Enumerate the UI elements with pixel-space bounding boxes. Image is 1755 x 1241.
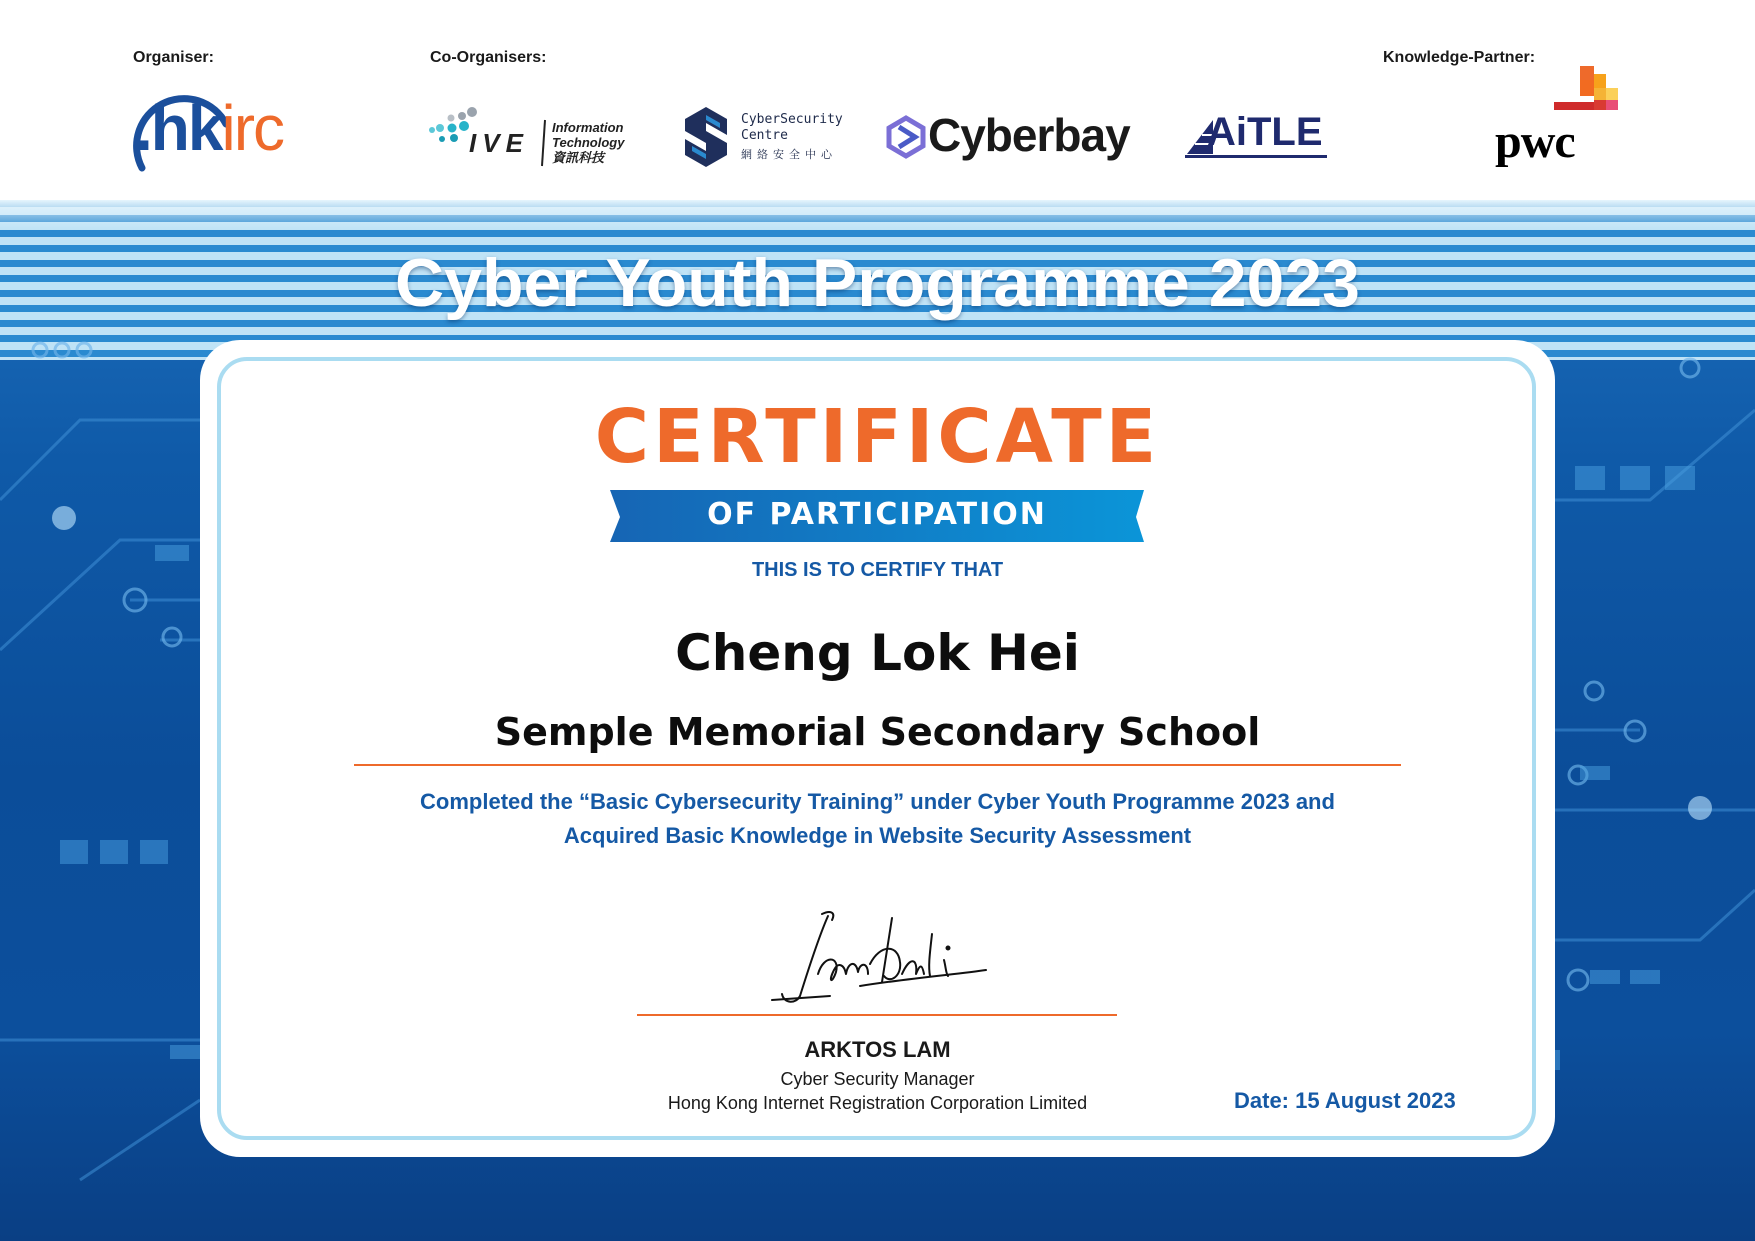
- signer-name: ARKTOS LAM: [804, 1037, 951, 1062]
- ive-logo-line3: 資訊科技: [552, 150, 605, 165]
- shield-s-icon: [682, 104, 730, 170]
- certificate-title: CERTIFICATE: [594, 394, 1161, 480]
- description-line-1: Completed the “Basic Cybersecurity Training” under Cyber Youth Programme 2023 and: [420, 789, 1335, 814]
- description: [0, 785, 1755, 853]
- school-name: Semple Memorial Secondary School: [494, 710, 1261, 754]
- divider-line: [354, 764, 1401, 766]
- co-organisers-label: Co-Organisers:: [430, 49, 547, 66]
- description-line-2: Acquired Basic Knowledge in Website Security Assessment: [563, 823, 1192, 848]
- cyberbay-knot-icon: [885, 115, 927, 159]
- organiser-label: Organiser:: [133, 49, 214, 66]
- hkirc-logo-part2: irc: [221, 92, 283, 164]
- aitle-logo-text: AiTLE: [1207, 110, 1323, 154]
- certificate-subtitle: OF PARTICIPATION: [707, 497, 1047, 532]
- signer-title: Cyber Security Manager: [780, 1069, 975, 1089]
- knowledge-partner-label: Knowledge-Partner:: [1383, 49, 1536, 66]
- ive-logo-word: IVE: [469, 128, 529, 158]
- ive-logo-line1: Information: [552, 120, 624, 135]
- recipient-name: Cheng Lok Hei: [675, 624, 1080, 682]
- csc-logo-line1: CyberSecurity: [741, 112, 843, 127]
- pwc-logo-text: pwc: [1495, 115, 1575, 168]
- header: [0, 0, 1755, 205]
- signature-line: [637, 1014, 1117, 1016]
- cyberbay-logo-text: Cyberbay: [928, 109, 1130, 161]
- signer-organisation: Hong Kong Internet Registration Corporation Limited: [667, 1093, 1088, 1113]
- certificate-date: Date: 15 August 2023: [1234, 1088, 1456, 1113]
- aitle-underline: [1185, 154, 1327, 160]
- ive-logo-line2: Technology: [552, 135, 625, 150]
- csc-logo-line3: 網絡安全中心: [741, 148, 837, 161]
- ive-divider: [541, 118, 547, 168]
- certify-text: THIS IS TO CERTIFY THAT: [751, 559, 1004, 581]
- programme-title: Cyber Youth Programme 2023: [395, 245, 1360, 321]
- pwc-blocks-icon: [1552, 66, 1626, 120]
- csc-logo-line2: Centre: [741, 128, 788, 143]
- signature: [760, 904, 1000, 1008]
- hkirc-logo-part1: .hk: [135, 92, 222, 164]
